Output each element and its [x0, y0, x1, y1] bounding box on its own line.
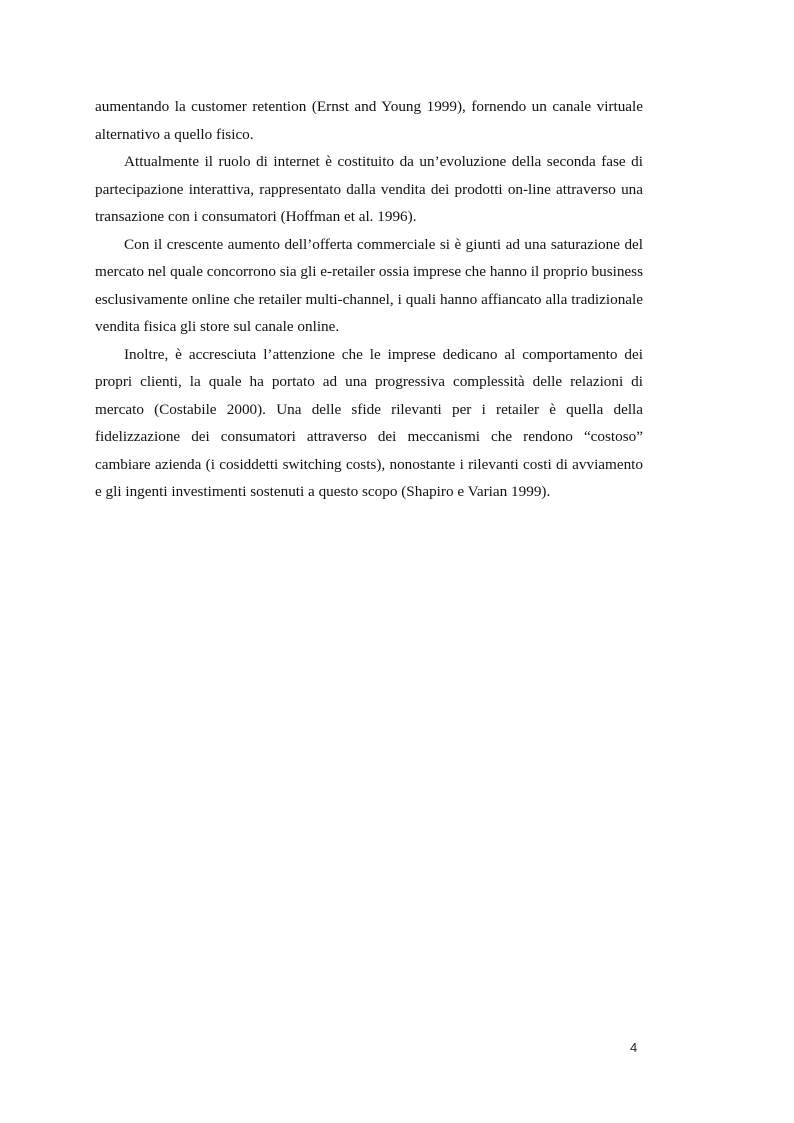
paragraph-customer-loyalty: Inoltre, è accresciuta l’attenzione che le imprese dedicano al comportamento dei propri clienti, la quale ha portato ad una progressiva complessità delle relazioni di mercato (Costabile 2000). Una delle sfide rilevanti per i retailer è quella della fidelizzazione dei consumatori attraverso dei meccanismi che rendono “costoso” cambiare azienda (i cosiddetti switching costs), nonostante i rilevanti costi di avviamento e gli ingenti investimenti sostenuti a questo scopo (Shapiro e Varian 1999). [95, 345, 643, 500]
page-number: 4 [630, 1040, 638, 1055]
paragraph-continuation: aumentando la customer retention (Ernst and Young 1999), fornendo un canale virtuale alternativo a quello fisico. [95, 98, 643, 143]
body-text [95, 93, 643, 506]
paragraph-market-saturation: Con il crescente aumento dell’offerta commerciale si è giunti ad una saturazione del mercato nel quale concorrono sia gli e-retailer ossia imprese che hanno il proprio business esclusivamente online che retailer multi-channel, i quali hanno affiancato alla tradizionale vendita fisica gli store sul canale online. [95, 235, 643, 335]
paragraph-internet-role: Attualmente il ruolo di internet è costituito da un’evoluzione della seconda fase di partecipazione interattiva, rappresentato dalla vendita dei prodotti on-line attraverso una transazione con i consumatori (Hoffman et al. 1996). [95, 153, 643, 225]
